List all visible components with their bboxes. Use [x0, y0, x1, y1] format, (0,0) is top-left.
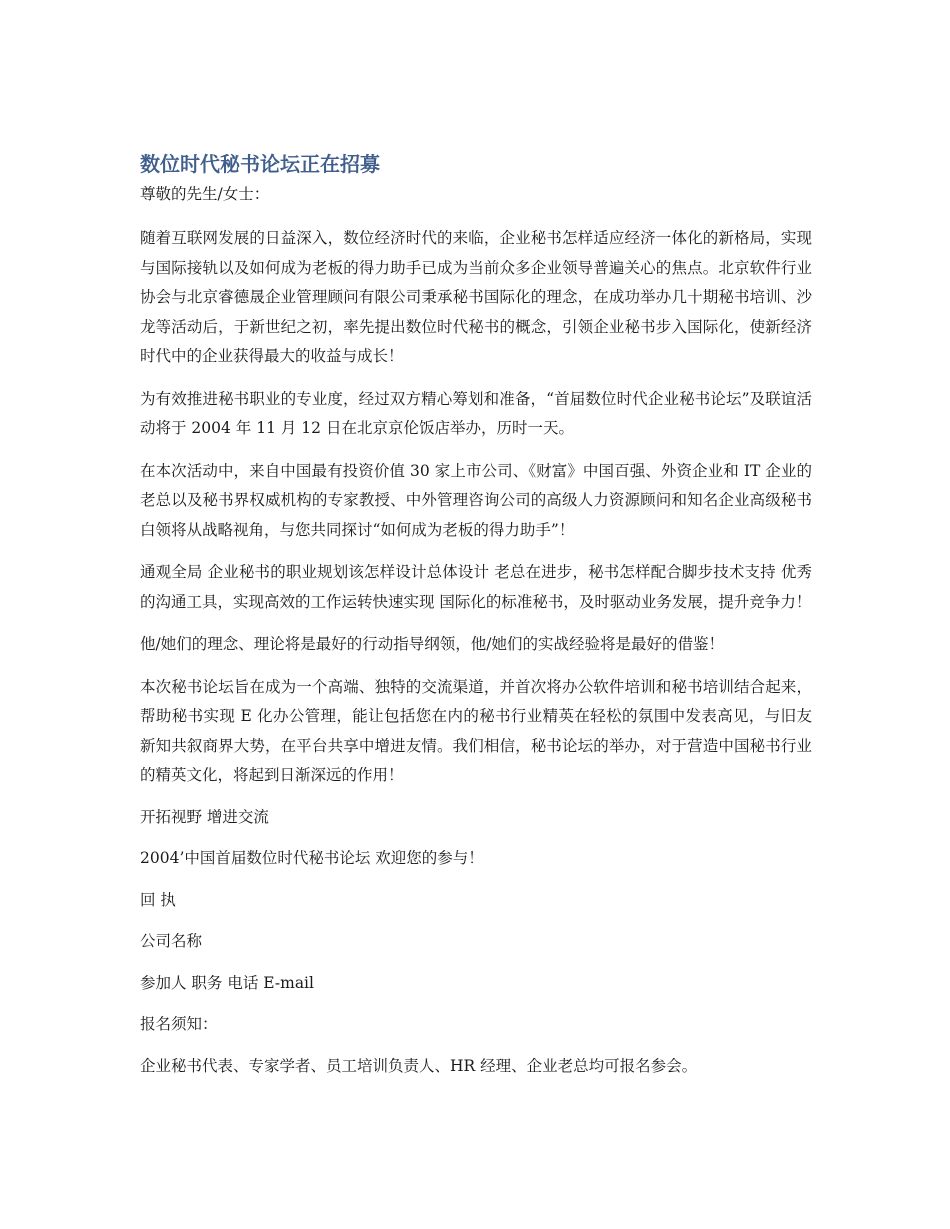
paragraph-guidance: 他/她们的理念、理论将是最好的行动指导纲领，他/她们的实战经验将是最好的借鉴！: [140, 635, 724, 653]
document-title: 数位时代秘书论坛正在招募: [140, 152, 380, 176]
paragraph-forum-date: 为有效推进秘书职业的专业度，经过双方精心筹划和准备，“首届数位时代企业秘书论坛”及联谊活动将于 2004 年 11 月 12 日在北京京伦饭店举办，历时一天。: [140, 389, 812, 437]
paragraph-participants: 在本次活动中，来自中国最有投资价值 30 家上市公司、《财富》中国百强、外资企业和 IT 企业的老总以及秘书界权威机构的专家教授、中外管理咨询公司的高级人力资源顾问和知名企业高级秘书白领将从战略视角，与您共同探讨“如何成为老板的得力助手”！: [140, 461, 812, 539]
paragraph-purpose: 本次秘书论坛旨在成为一个高端、独特的交流渠道，并首次将办公软件培训和秘书培训结合起来，帮助秘书实现 E 化办公管理，能让包括您在内的秘书行业精英在轻松的氛围中发表高见，与旧友新知共叙商界大势，在平台共享中增进友情。我们相信，秘书论坛的举办，对于营造中国秘书行业的精英文化，将起到日渐深远的作用！: [140, 677, 812, 784]
eligibility-line: 企业秘书代表、专家学者、员工培训负责人、HR 经理、企业老总均可报名参会。: [140, 1056, 698, 1075]
attendee-fields-label: 参加人 职务 电话 E-mail: [140, 973, 314, 992]
salutation: 尊敬的先生/女士：: [140, 185, 270, 203]
company-name-label: 公司名称: [140, 932, 203, 950]
registration-notice-heading: 报名须知：: [140, 1015, 218, 1033]
paragraph-intro: 随着互联网发展的日益深入，数位经济时代的来临，企业秘书怎样适应经济一体化的新格局，实现与国际接轨以及如何成为老板的得力助手已成为当前众多企业领导普遍关心的焦点。北京软件行业协会与北京睿德晟企业管理顾问有限公司秉承秘书国际化的理念，在成功举办几十期秘书培训、沙龙等活动后，于新世纪之初，率先提出数位时代秘书的概念，引领企业秘书步入国际化，使新经济时代中的企业获得最大的收益与成长！: [140, 229, 812, 365]
receipt-heading: 回 执: [140, 890, 176, 909]
slogan-line: 开拓视野 增进交流: [140, 807, 269, 826]
welcome-line: 2004’中国首届数位时代秘书论坛 欢迎您的参与！: [140, 849, 484, 867]
document-page: [140, 150, 812, 1094]
paragraph-topics: 通观全局 企业秘书的职业规划该怎样设计总体设计 老总在进步，秘书怎样配合脚步技术支持 优秀的沟通工具，实现高效的工作运转快速实现 国际化的标准秘书，及时驱动业务发展，提升竞争力！: [140, 563, 812, 611]
